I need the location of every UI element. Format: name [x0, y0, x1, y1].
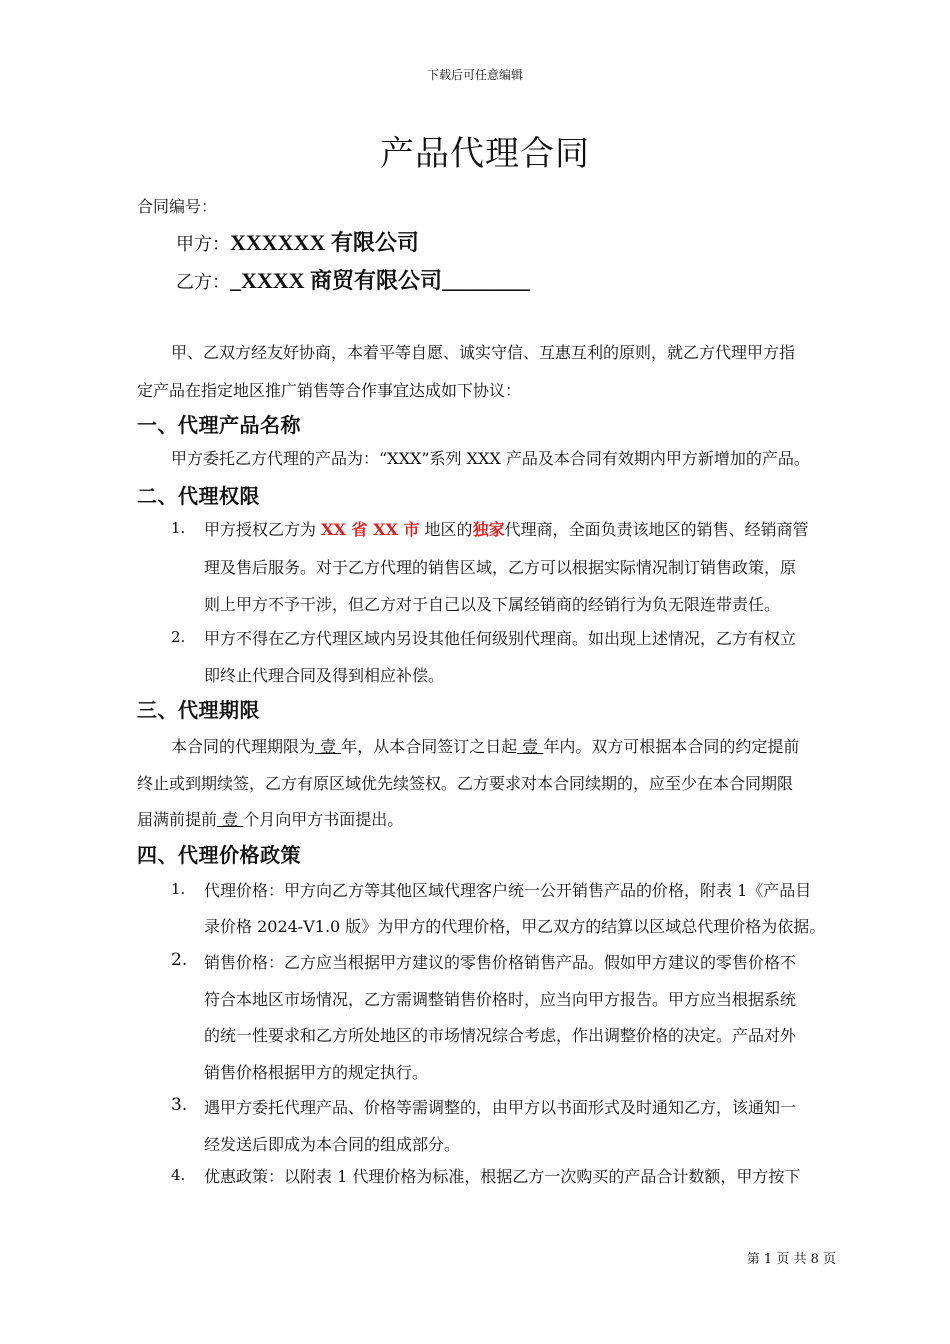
page-title: 产品代理合同	[380, 134, 590, 174]
header-note: 下载后可任意编辑	[426, 68, 523, 82]
section-4-item-2-line-4: 销售价格根据甲方的规定执行。	[204, 1063, 429, 1082]
page-footer: 第 1 页 共 8 页	[746, 1252, 836, 1267]
section-2-item-1-line-2: 理及售后服务。对于乙方代理的销售区域，乙方可以根据实际情况制订销售政策，原	[204, 558, 797, 577]
section-3-heading: 三、代理期限	[137, 698, 260, 722]
exclusive-highlight: 独家	[472, 520, 505, 539]
notice-months-value: 壹	[217, 810, 244, 829]
text: 年内。双方可根据本合同的约定提前	[543, 737, 800, 756]
intro-line-2: 定产品在指定地区推广销售等合作事宜达成如下协议：	[137, 381, 522, 400]
term-within-value: 壹	[517, 737, 544, 756]
section-2-item-2-line-1: 甲方不得在乙方代理区域内另设其他任何级别代理商。如出现上述情况，乙方有权立	[204, 629, 797, 648]
section-4-item-2-line-3: 的统一性要求和乙方所处地区的市场情况综合考虑，作出调整价格的决定。产品对外	[204, 1026, 797, 1045]
text: 地区的	[419, 520, 473, 539]
section-4-item-2-line-2: 符合本地区市场情况，乙方需调整销售价格时，应当向甲方报告。甲方应当根据系统	[204, 990, 797, 1009]
section-4-item-1-line-2: 录价格 2024-V1.0 版》为甲方的代理价格，甲乙双方的结算以区域总代理价格为依据。	[204, 917, 826, 936]
party-b	[176, 264, 530, 295]
section-3-line-2: 终止或到期续签，乙方有原区域优先续签权。乙方要求对本合同续期的，应至少在本合同期限	[137, 774, 794, 793]
intro-line-1: 甲、乙双方经友好协商，本着平等自愿、诚实守信、互惠互利的原则，就乙方代理甲方指	[171, 343, 796, 362]
text: 年，从本合同签订之日起	[341, 737, 518, 756]
section-1-text: 甲方委托乙方代理的产品为：“XXX”系列 XXX 产品及本合同有效期内甲方新增加的产品。	[171, 449, 810, 468]
term-years-value: 壹	[315, 737, 342, 756]
section-2-heading: 二、代理权限	[137, 484, 260, 508]
text: 代理商，全面负责该地区的销售、经销商管	[504, 520, 809, 539]
section-4-item-3-line-2: 经发送后即成为本合同的组成部分。	[204, 1135, 461, 1154]
section-2-item-1-line-3: 则上甲方不予干涉，但乙方对于自己以及下属经销商的经销行为负无限连带责任。	[204, 595, 781, 614]
list-number: 2.	[171, 628, 186, 646]
section-3-line-3	[137, 807, 403, 830]
section-4-item-4-line-1: 优惠政策：以附表 1 代理价格为标准，根据乙方一次购买的产品合计数额，甲方按下	[204, 1167, 801, 1186]
text: 个月向甲方书面提出。	[243, 810, 404, 829]
section-3-line-1	[171, 734, 799, 757]
section-4-item-3-line-1: 遇甲方委托代理产品、价格等需调整的，由甲方以书面形式及时通知乙方，该通知一	[204, 1098, 797, 1117]
section-2-item-2-line-2: 即终止代理合同及得到相应补偿。	[204, 666, 445, 685]
party-a-label: 甲方：	[176, 234, 230, 255]
party-a-name: XXXXXX 有限公司	[230, 230, 419, 255]
section-4-item-2-line-1: 销售价格：乙方应当根据甲方建议的零售价格销售产品。假如甲方建议的零售价格不	[204, 953, 797, 972]
section-4-item-1-line-1: 代理价格：甲方向乙方等其他区域代理客户统一公开销售产品的价格，附表 1《产品目	[204, 881, 812, 900]
list-number: 1.	[171, 519, 186, 537]
region-highlight: XX 省 XX 市	[321, 520, 420, 539]
list-number: 3.	[171, 1095, 188, 1115]
list-number: 1.	[171, 880, 186, 898]
text: 届满前提前	[137, 810, 218, 829]
party-b-name: _XXXX 商贸有限公司________	[230, 268, 531, 293]
party-a	[176, 226, 419, 257]
contract-number-label: 合同编号：	[137, 197, 218, 216]
text: 本合同的代理期限为	[171, 737, 316, 756]
list-number: 2.	[171, 950, 188, 970]
text: 甲方授权乙方为	[204, 520, 322, 539]
party-b-label: 乙方：	[176, 272, 230, 293]
section-1-heading: 一、代理产品名称	[137, 413, 301, 437]
section-4-heading: 四、代理价格政策	[137, 843, 301, 867]
list-number: 4.	[171, 1166, 186, 1184]
section-2-item-1-line-1	[204, 517, 809, 540]
